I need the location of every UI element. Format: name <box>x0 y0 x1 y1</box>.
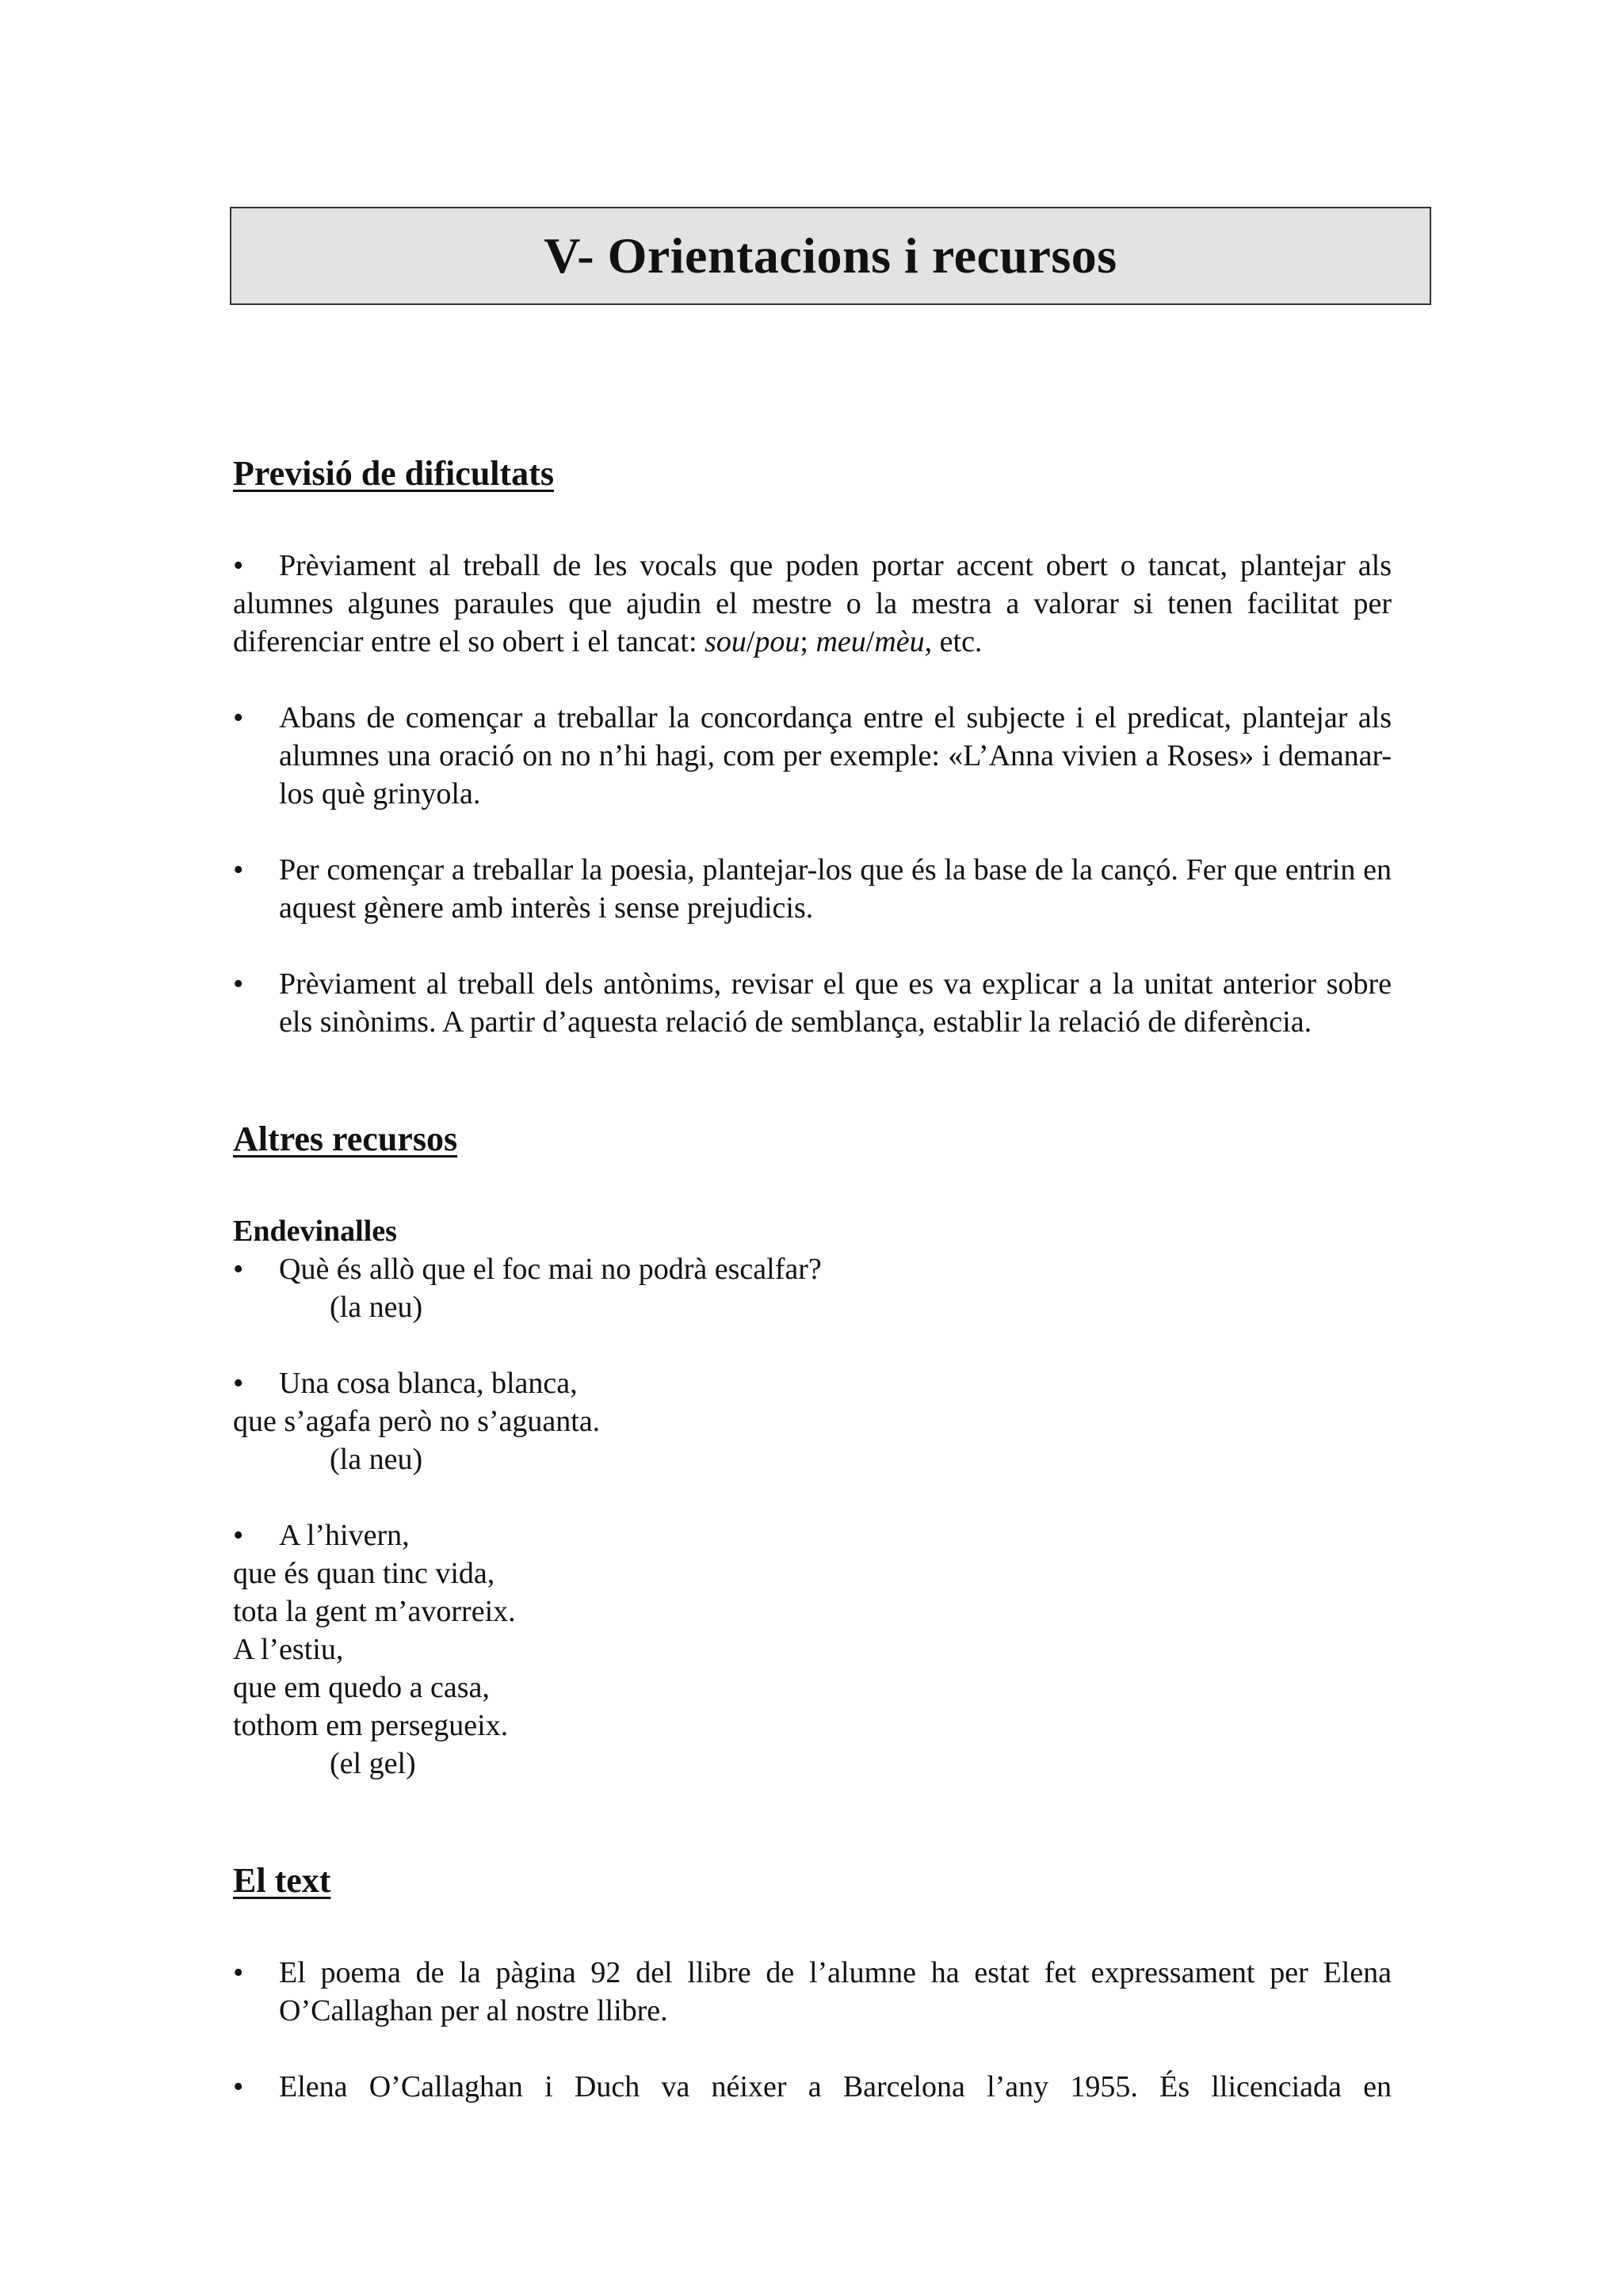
bullet-marker: • <box>233 1367 244 1400</box>
riddle-answer: (la neu) <box>330 1443 423 1476</box>
section-heading-text: El text <box>233 1861 331 1900</box>
list-item: • Prèviament al treball de les vocals que poden portar accent obert o tancat, plantejar als alumnes algunes paraules que ajudin el mestre o la mestra a valorar si tenen facilitat per diferenciar entre el so obert i el tancat: sou/pou; meu/mèu, etc. <box>233 547 1392 661</box>
section-heading-altres: Altres recursos <box>233 1119 458 1158</box>
bullet-marker: • <box>233 1519 244 1552</box>
riddle-line: • A l’hivern, <box>233 1516 1392 1554</box>
riddle-line: tothom em persegueix. <box>233 1709 509 1742</box>
riddle-line: • Què és allò que el foc mai no podrà escalfar? <box>233 1250 1392 1288</box>
riddle-line: A l’estiu, <box>233 1633 344 1666</box>
list-item: • Per començar a treballar la poesia, plantejar-los que és la base de la cançó. Fer que entrin en aquest gènere amb interès i sense prejudicis. <box>233 851 1392 927</box>
section-heading-previsio: Previsió de dificultats <box>233 454 554 493</box>
document-body <box>233 452 1392 2106</box>
bullet-marker: • <box>233 701 244 734</box>
bullet-marker: • <box>233 967 244 1001</box>
riddle <box>233 1250 1392 1326</box>
riddle-answer: (el gel) <box>330 1747 416 1780</box>
riddle-answer: (la neu) <box>330 1291 423 1324</box>
list-item: • Elena O’Callaghan i Duch va néixer a Barcelona l’any 1955. És llicenciada en <box>233 2068 1392 2106</box>
list-item: • Abans de començar a treballar la concordança entre el subjecte i el predicat, plantejar als alumnes una oració on no n’hi hagi, com per exemple: «L’Anna vivien a Roses» i demanar-los què grinyola. <box>233 699 1392 813</box>
list-item: • El poema de la pàgina 92 del llibre de l’alumne ha estat fet expressament per Elena O’Callaghan per al nostre llibre. <box>233 1954 1392 2030</box>
riddle <box>233 1364 1392 1478</box>
bullet-marker: • <box>233 2070 244 2103</box>
riddle-line: tota la gent m’avorreix. <box>233 1595 516 1628</box>
riddle <box>233 1516 1392 1783</box>
bullet-marker: • <box>233 549 244 582</box>
riddle-line: que és quan tinc vida, <box>233 1557 495 1590</box>
riddle-line: que s’agafa però no s’aguanta. <box>233 1405 601 1438</box>
riddle-line: que em quedo a casa, <box>233 1671 490 1704</box>
bullet-marker: • <box>233 853 244 887</box>
riddle-line: • Una cosa blanca, blanca, <box>233 1364 1392 1402</box>
subheading-endevinalles: Endevinalles <box>233 1215 397 1248</box>
page-title: V- Orientacions i recursos <box>544 227 1117 284</box>
list-item: • Prèviament al treball dels antònims, revisar el que es va explicar a la unitat anterior sobre els sinònims. A partir d’aquesta relació de semblança, establir la relació de diferència. <box>233 965 1392 1041</box>
bullet-marker: • <box>233 1956 244 1989</box>
page-title-box <box>230 207 1431 305</box>
bullet-marker: • <box>233 1253 244 1286</box>
